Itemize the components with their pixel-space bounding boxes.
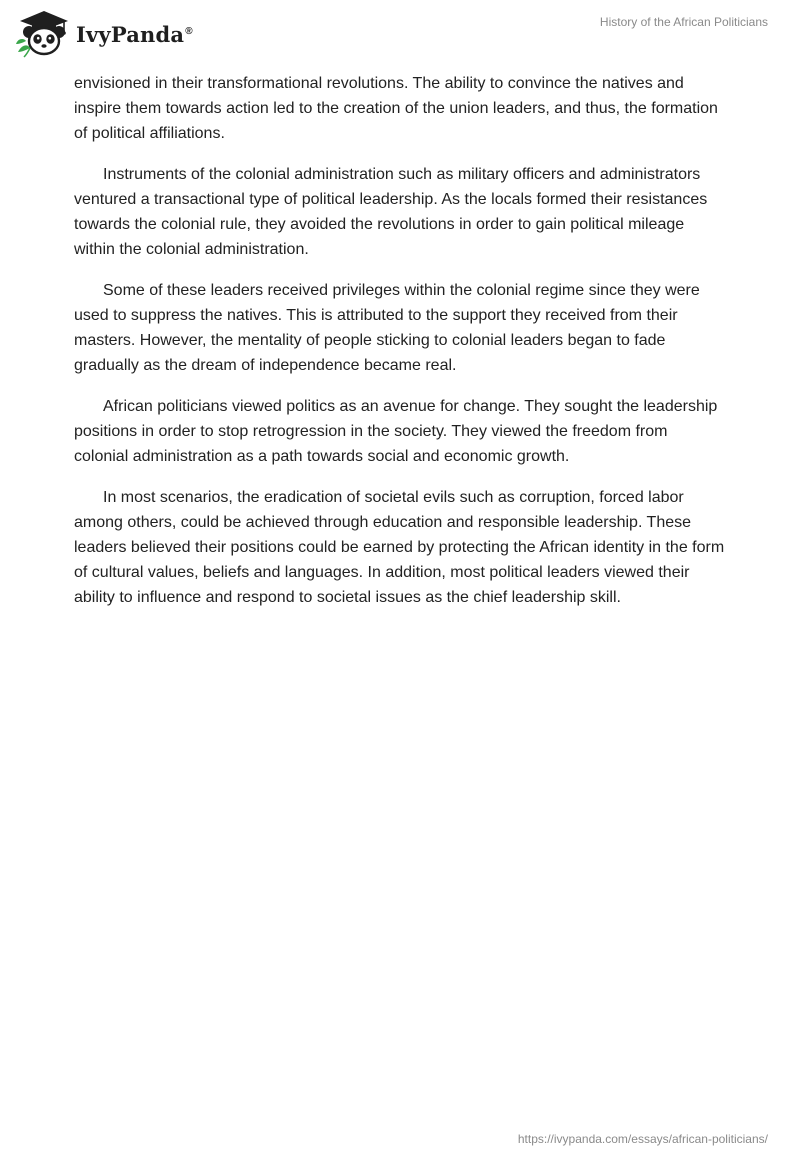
paragraph-1: envisioned in their transformational revolutions. The ability to convince the natives and inspire them towards action led to the creation of the union leaders, and thus, the formation of political affiliations. <box>74 75 718 142</box>
essay-body <box>74 71 726 626</box>
paragraph-3: Some of these leaders received privileges within the colonial regime since they were used to suppress the natives. This is attributed to the support they received from their masters. However, the mentality of people sticking to colonial leaders began to fade gradually as the dream of independence became real. <box>74 282 700 374</box>
brand-name: IvyPanda® <box>76 21 193 47</box>
page-header <box>0 0 800 64</box>
source-url-link[interactable]: https://ivypanda.com/essays/african-politicians/ <box>517 1132 768 1146</box>
document-title: History of the African Politicians <box>599 15 768 29</box>
paragraph-2: Instruments of the colonial administration such as military officers and administrators ventured a transactional type of political leadership. As the locals formed their resistances towards the colonial rule, they avoided the revolutions in order to gain political mileage within the colonial administration. <box>74 166 708 258</box>
paragraph-4: African politicians viewed politics as an avenue for change. They sought the leadership positions in order to stop retrogression in the society. They viewed the freedom from colonial administration as a path towards social and economic growth. <box>74 398 718 465</box>
ivypanda-logo[interactable] <box>14 8 193 58</box>
paragraph-5: In most scenarios, the eradication of societal evils such as corruption, forced labor among others, could be achieved through education and responsible leadership. These leaders believed their positions could be earned by protecting the African identity in the form of cultural values, beliefs and languages. In addition, most political leaders viewed their ability to influence and respond to societal issues as the chief leadership skill. <box>74 489 725 606</box>
panda-graduate-icon <box>14 8 72 58</box>
registered-mark: ® <box>185 25 193 37</box>
